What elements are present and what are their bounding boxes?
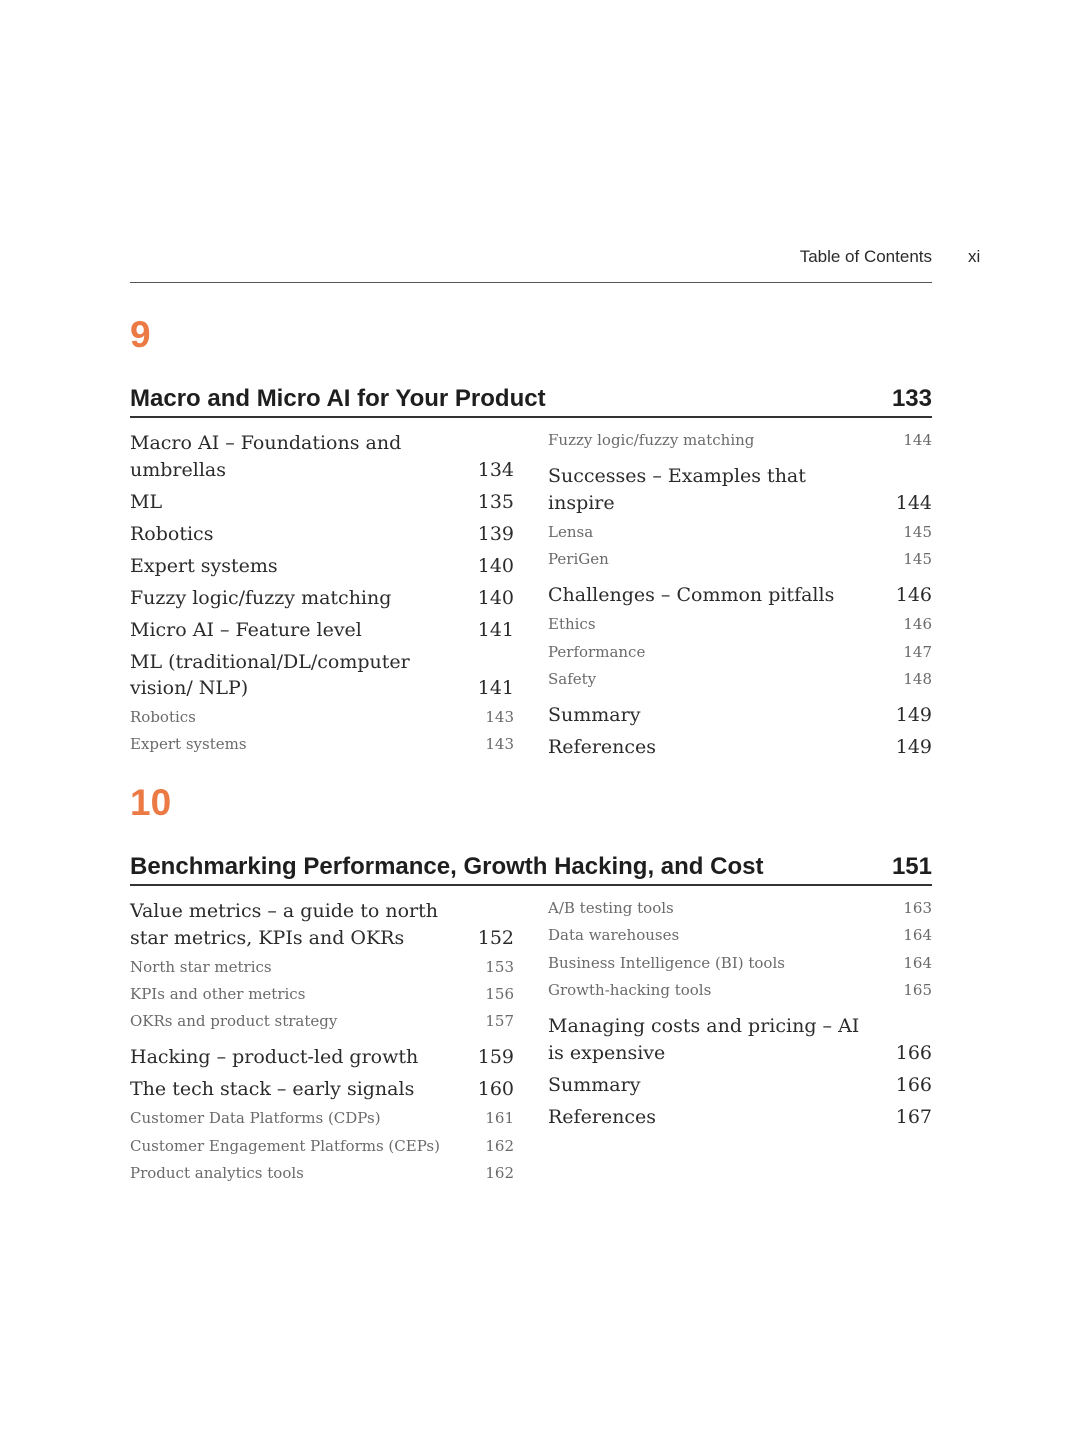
toc-section-entry[interactable] (130, 649, 514, 702)
header-divider (130, 282, 932, 283)
toc-subsection-entry[interactable] (548, 925, 932, 945)
toc-entry-title: Expert systems (130, 554, 278, 577)
toc-entry-title: Successes – Examples that inspire (548, 465, 806, 514)
toc-subsection-entry[interactable] (548, 898, 932, 918)
chapter-title[interactable]: Benchmarking Performance, Growth Hacking, and Cost (130, 853, 764, 880)
toc-entry-title: Challenges – Common pitfalls (548, 584, 835, 607)
toc-subsection-entry[interactable] (130, 1136, 514, 1156)
toc-entry-title: ML (130, 490, 163, 513)
toc-entry-title: The tech stack – early signals (130, 1078, 415, 1101)
toc-section-entry[interactable] (548, 1072, 932, 1099)
toc-entry-page: 135 (477, 490, 514, 513)
toc-subsection-entry[interactable] (130, 1011, 514, 1031)
toc-entry-page: 166 (895, 1041, 932, 1064)
toc-column-left (130, 898, 514, 1190)
toc-section-entry[interactable] (130, 521, 514, 548)
toc-entry-page: 141 (477, 677, 514, 699)
toc-column-right (548, 430, 932, 766)
toc-entry-page: 152 (477, 926, 514, 949)
toc-section-entry[interactable] (130, 553, 514, 580)
toc-entry-title: North star metrics (130, 957, 272, 976)
toc-entry-title: Safety (548, 669, 597, 688)
toc-entry-page: 144 (895, 491, 932, 514)
chapter-page: 133 (891, 385, 932, 412)
toc-entry-page: 134 (477, 458, 514, 481)
chapter-title[interactable]: Macro and Micro AI for Your Product (130, 385, 546, 412)
toc-section-entry[interactable] (130, 617, 514, 644)
toc-entry-title: Ethics (548, 615, 596, 634)
chapter-page: 151 (891, 853, 932, 880)
toc-entry-title: Summary (548, 1073, 641, 1096)
toc-entry-title: Value metrics – a guide to north star metrics, KPIs and OKRs (130, 900, 438, 949)
toc-entry-page: 163 (903, 899, 932, 917)
toc-entry-title: Data warehouses (548, 926, 680, 945)
toc-entry-page: 140 (477, 554, 514, 577)
toc-entry-title: References (548, 736, 657, 759)
toc-entry-page: 164 (903, 926, 932, 945)
toc-section-entry[interactable] (548, 582, 932, 609)
toc-subsection-entry[interactable] (130, 984, 514, 1004)
running-header-title: Table of Contents (799, 247, 932, 266)
toc-entry-page: 157 (485, 1012, 514, 1031)
toc-subsection-entry[interactable] (548, 669, 932, 689)
toc-entry-page: 161 (485, 1109, 514, 1128)
chapter-10 (130, 781, 932, 1190)
toc-entry-title: Expert systems (130, 735, 247, 754)
toc-section-entry[interactable] (130, 489, 514, 516)
chapter-9 (130, 313, 932, 766)
toc-entry-page: 156 (485, 984, 514, 1003)
toc-entry-page: 164 (903, 953, 932, 972)
toc-entry-page: 147 (903, 642, 932, 661)
toc-entry-title: Managing costs and pricing – AI is expensive (548, 1015, 860, 1064)
toc-entry-page: 139 (477, 522, 514, 545)
toc-entry-title: PeriGen (548, 550, 609, 569)
toc-entry-title: ML (traditional/DL/computer vision/ NLP) (130, 650, 410, 699)
running-header-page-number: xi (968, 247, 981, 266)
chapter-heading (130, 852, 932, 886)
toc-entry-title: Robotics (130, 522, 214, 545)
toc-entry-page: 159 (477, 1046, 514, 1069)
toc-section-entry[interactable] (548, 734, 932, 761)
toc-subsection-entry[interactable] (130, 957, 514, 977)
toc-entry-title: Product analytics tools (130, 1163, 304, 1182)
toc-entry-page: 146 (903, 615, 932, 634)
toc-section-entry[interactable] (130, 1044, 514, 1071)
toc-entry-title: Fuzzy logic/fuzzy matching (130, 586, 392, 609)
toc-entry-page: 162 (485, 1163, 514, 1182)
toc-entry-page: 140 (477, 586, 514, 609)
toc-section-entry[interactable] (548, 702, 932, 729)
toc-subsection-entry[interactable] (548, 430, 932, 450)
toc-entry-title: A/B testing tools (548, 899, 674, 917)
toc-section-entry[interactable] (130, 430, 514, 483)
toc-subsection-entry[interactable] (548, 614, 932, 634)
toc-entry-page: 143 (485, 735, 514, 754)
toc-entry-title: Customer Data Platforms (CDPs) (130, 1109, 381, 1128)
toc-entry-page: 143 (485, 708, 514, 726)
toc-entry-page: 141 (477, 618, 514, 641)
toc-entry-page: 162 (485, 1136, 514, 1155)
toc-section-entry[interactable] (548, 1013, 932, 1066)
toc-entry-title: Micro AI – Feature level (130, 618, 362, 641)
toc-entry-title: Macro AI – Foundations and umbrellas (130, 432, 402, 481)
toc-subsection-entry[interactable] (130, 734, 514, 754)
toc-entry-page: 144 (903, 431, 932, 449)
toc-entry-page: 149 (895, 704, 932, 727)
chapter-number: 10 (130, 782, 172, 823)
toc-entry-page: 165 (903, 980, 932, 999)
toc-entry-title: Performance (548, 642, 646, 661)
toc-entry-title: Summary (548, 704, 641, 727)
toc-subsection-entry[interactable] (130, 1163, 514, 1183)
toc-column-right (548, 898, 932, 1190)
chapter-number: 9 (130, 314, 151, 355)
toc-entry-title: Hacking – product-led growth (130, 1046, 419, 1069)
toc-section-entry[interactable] (548, 463, 932, 516)
toc-subsection-entry[interactable] (130, 707, 514, 727)
toc-entry-page: 153 (485, 957, 514, 976)
toc-entry-page: 166 (895, 1073, 932, 1096)
toc-entry-title: References (548, 1105, 657, 1128)
toc-entry-page: 148 (903, 669, 932, 688)
toc-entry-title: Business Intelligence (BI) tools (548, 953, 785, 972)
toc-entry-title: OKRs and product strategy (130, 1012, 338, 1031)
toc-entry-page: 145 (903, 522, 932, 541)
toc-subsection-entry[interactable] (548, 549, 932, 569)
toc-column-left (130, 430, 514, 766)
toc-entry-title: Growth-hacking tools (548, 980, 712, 999)
toc-entry-title: Robotics (130, 708, 196, 726)
toc-section-entry[interactable] (130, 1076, 514, 1103)
toc-entry-page: 149 (895, 736, 932, 759)
toc-entry-page: 160 (477, 1078, 514, 1101)
toc-entry-page: 146 (895, 584, 932, 607)
toc-entry-title: Fuzzy logic/fuzzy matching (548, 431, 755, 449)
toc-entry-title: Customer Engagement Platforms (CEPs) (130, 1136, 440, 1155)
toc-subsection-entry[interactable] (548, 642, 932, 662)
toc-section-entry[interactable] (548, 1104, 932, 1131)
toc-subsection-entry[interactable] (548, 522, 932, 542)
toc-subsection-entry[interactable] (130, 1108, 514, 1128)
toc-section-entry[interactable] (130, 898, 514, 951)
toc-subsection-entry[interactable] (548, 953, 932, 973)
chapter-heading (130, 384, 932, 418)
toc-entry-page: 167 (895, 1105, 932, 1128)
toc-subsection-entry[interactable] (548, 980, 932, 1000)
toc-section-entry[interactable] (130, 585, 514, 612)
toc-entry-title: Lensa (548, 522, 594, 541)
toc-entry-page: 145 (903, 550, 932, 569)
toc-entry-title: KPIs and other metrics (130, 984, 306, 1003)
